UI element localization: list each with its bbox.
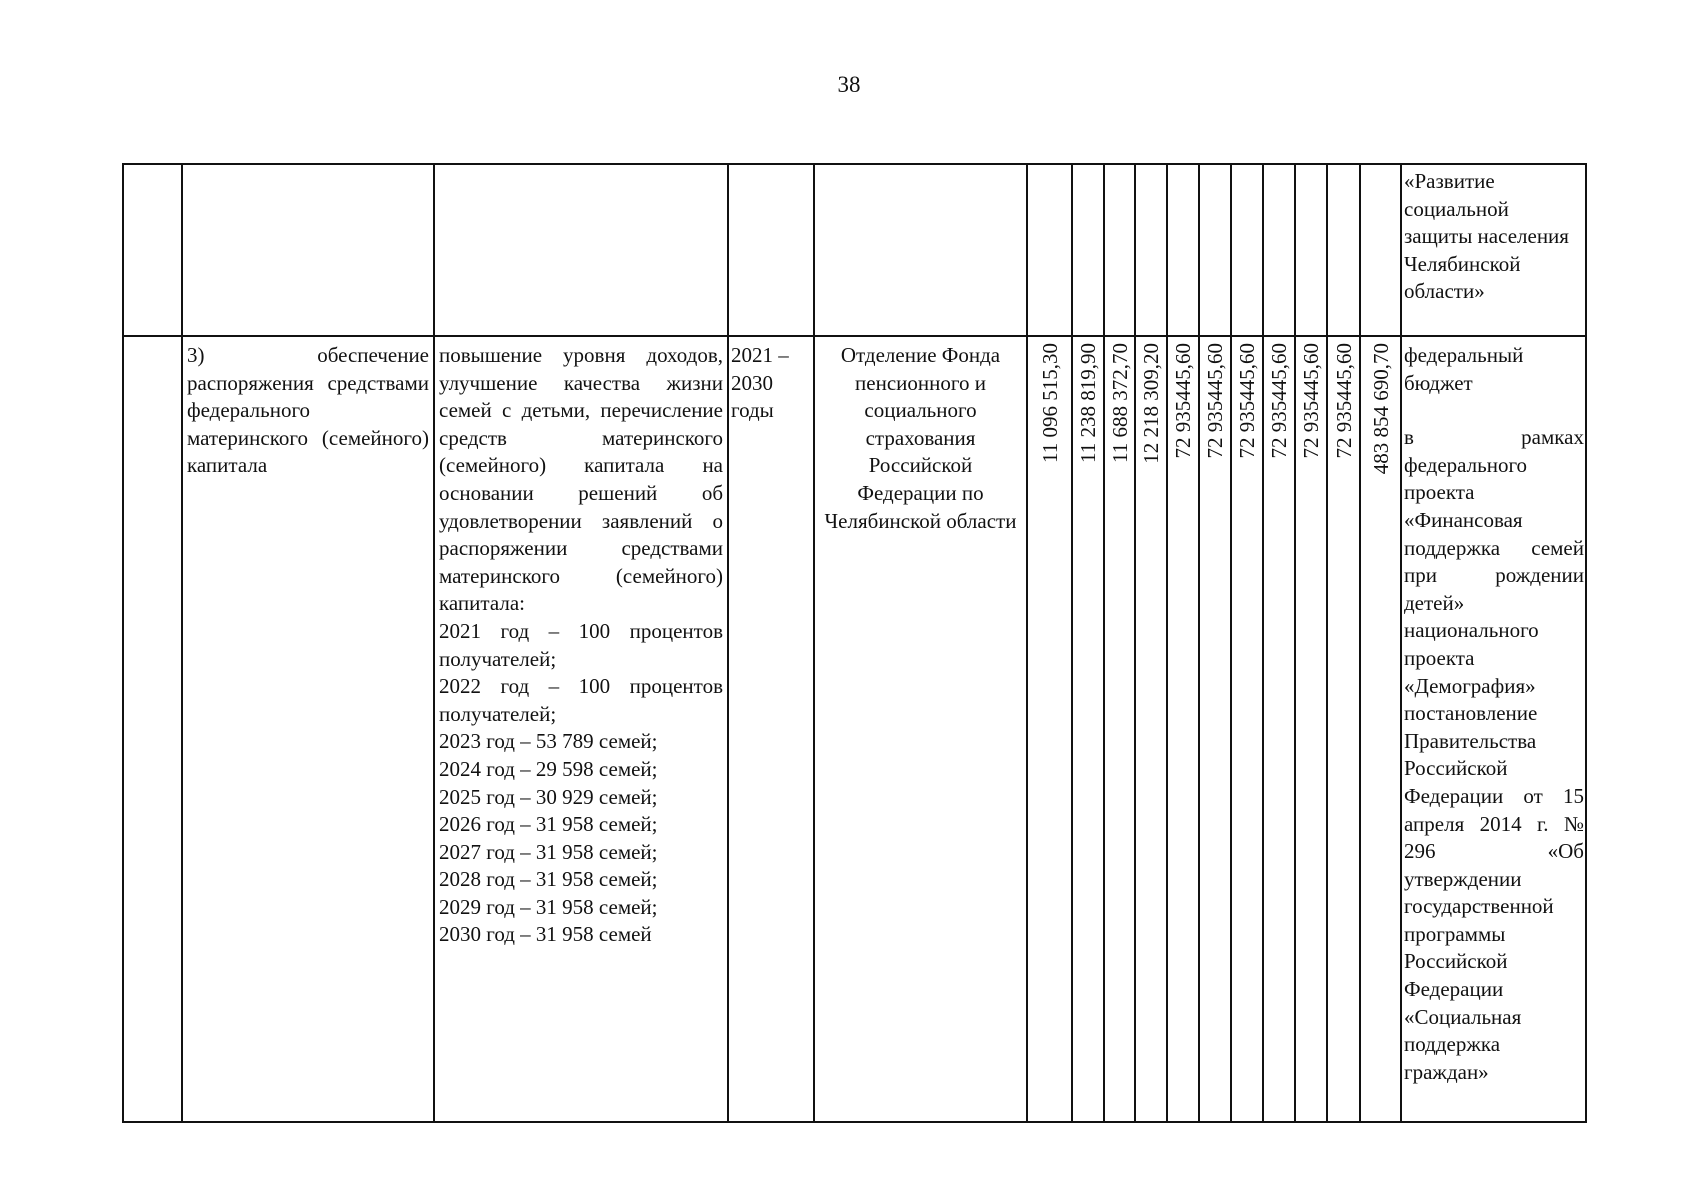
page-number: 38 [837,72,861,97]
table-border-top [122,163,1587,165]
column-border [1166,163,1168,1123]
column-border [1103,163,1105,1123]
source-budget: федеральный бюджет [1404,343,1524,395]
result-year-item: 2021 год – 100 процентов получателей; [439,618,723,671]
column-border [1294,163,1296,1123]
amount-value: 11 238 819,90 [1076,343,1100,463]
column-border [727,163,729,1123]
amount-value: 11 688 372,70 [1107,343,1132,463]
expected-result [439,342,723,949]
column-border [1359,163,1361,1123]
result-year-item: 2030 год – 31 958 семей [439,922,652,947]
table-border-bottom [122,1121,1587,1123]
column-border [1198,163,1200,1123]
implementation-period: 2021 – 2030 годы [731,343,789,423]
measure-name: 3) обеспечение распоряжения средствами федерального материнского (семейного) капитала [187,343,429,478]
measures-table [122,163,1587,1123]
column-border [1071,163,1073,1123]
result-year-item: 2024 год – 29 598 семей; [439,756,658,781]
result-year-item: 2026 год – 31 958 семей; [439,812,658,837]
source-note: в рамках федерального проекта «Финансовая поддержка семей при рождении детей» национального проекта «Демография» постановление Правительства Российской Федерации от 15 апреля 2014 г. № 296 «Об утверждении государственной программы Российской Федерации «Социальная поддержка граждан» [1404,425,1584,1084]
column-border [1134,163,1136,1123]
amount-value: 72 935445,60 [1299,343,1323,459]
funding-source [1404,342,1584,1086]
amount-total-value: 483 854 690,70 [1368,343,1393,475]
result-years-list [439,618,723,949]
column-border [1326,163,1328,1123]
column-border [1262,163,1264,1123]
column-border [1026,163,1028,1123]
program-note: «Развитие социальной защиты населения Челябинской области» [1404,169,1569,304]
amount-value: 72 935445,60 [1203,343,1227,459]
column-border [813,163,815,1123]
column-border [1400,163,1402,1123]
row-divider [122,335,1587,337]
column-border [122,163,124,1123]
result-year-item: 2022 год – 100 процентов получателей; [439,674,723,726]
amount-value: 72 935445,60 [1267,343,1291,459]
result-year-item: 2027 год – 31 958 семей; [439,839,658,864]
amount-value: 72 935445,60 [1171,343,1195,459]
column-border [433,163,435,1123]
amount-value: 72 935445,60 [1331,343,1356,459]
amount-value: 11 096 515,30 [1037,343,1062,463]
table-border-right [1585,163,1587,1123]
result-year-item: 2029 год – 31 958 семей; [439,894,658,919]
result-year-item: 2023 год – 53 789 семей; [439,729,658,754]
result-year-item: 2025 год – 30 929 семей; [439,784,658,809]
column-border [181,163,183,1123]
amount-value: 72 935445,60 [1235,343,1259,459]
result-year-item: 2028 год – 31 958 семей; [439,867,658,892]
amount-value: 12 218 309,20 [1139,343,1163,464]
executor: Отделение Фонда пенсионного и социального страхования Российской Федерации по Челябинской области [824,343,1017,533]
column-border [1230,163,1232,1123]
result-intro: повышение уровня доходов, улучшение качества жизни семей с детьми, перечисление средств материнского (семейного) капитала на основании решений об удовлетворении заявлений о распоряжении средствами материнского (семейного) капитала: [439,343,723,616]
